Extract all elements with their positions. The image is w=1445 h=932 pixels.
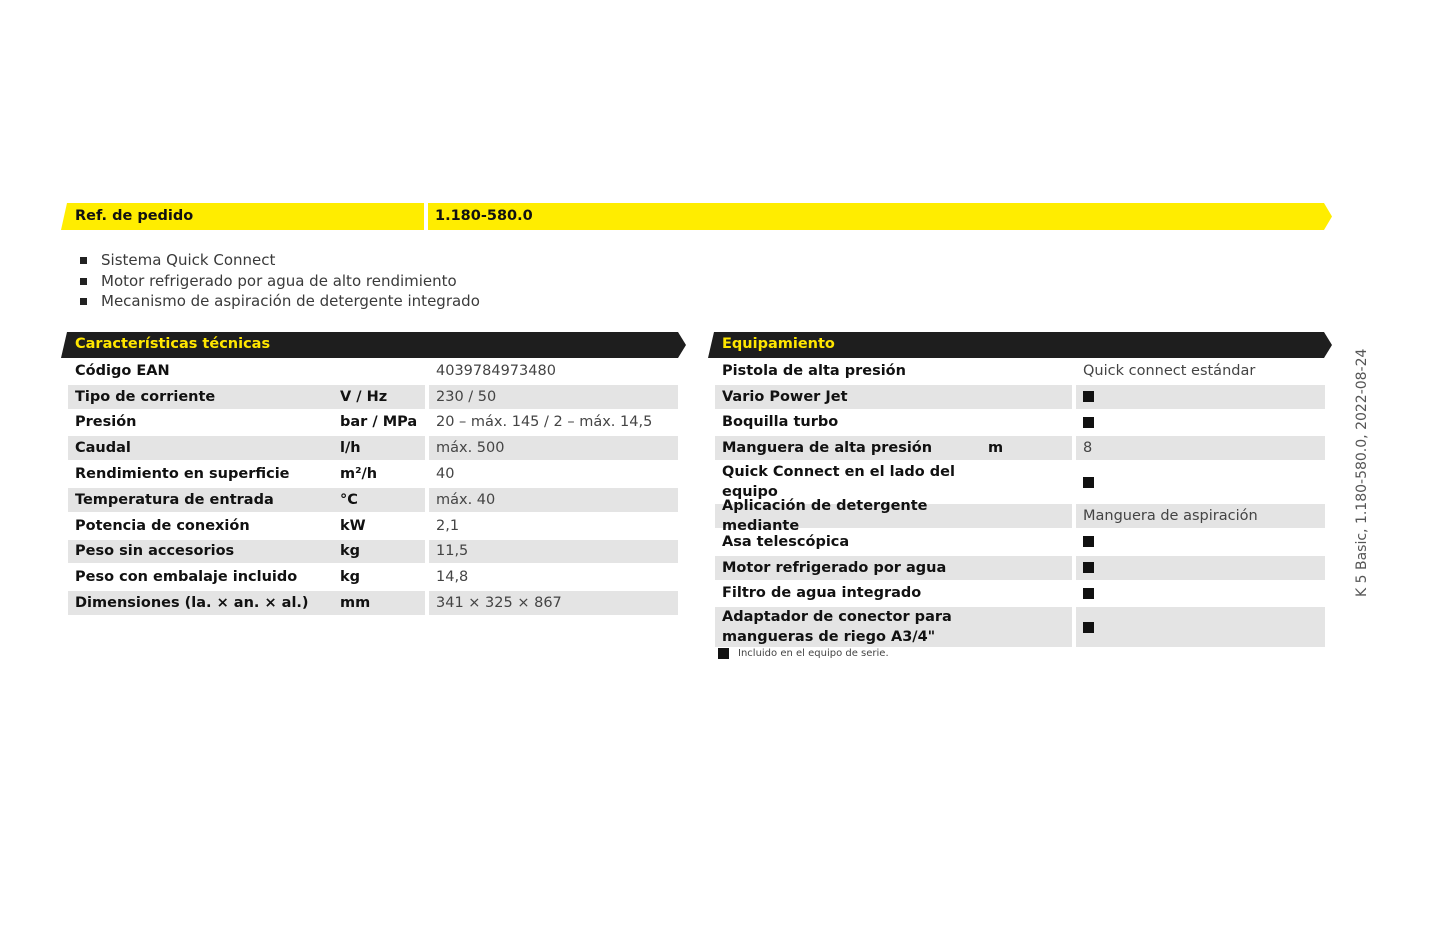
table-row [715,607,1325,647]
spec-name: Potencia de conexión [75,517,250,534]
equipment-unit [981,385,1072,409]
equipment-name: Manguera de alta presión [715,436,981,460]
spec-unit: bar / MPa [340,414,418,431]
feature-item: Motor refrigerado por agua de alto rendimiento [80,271,480,292]
spec-value: 40 [436,466,455,483]
table-row [68,565,678,589]
table-row [715,436,1325,460]
included-cell [1076,607,1325,647]
spec-name: Presión [75,414,137,431]
side-document-label: K 5 Basic, 1.180-580.0, 2022-08-24 [1354,348,1370,597]
table-row [68,359,678,383]
equipment-header [708,332,1332,358]
bullet-icon [80,298,87,305]
included-square-icon [1083,562,1094,573]
included-cell [1076,385,1325,409]
included-square-icon [1083,417,1094,428]
included-square-icon [1083,622,1094,633]
included-cell [1076,582,1325,606]
spec-name: Caudal [68,436,333,460]
equipment-unit [981,359,1072,383]
equipment-value: Manguera de aspiración [1076,504,1325,528]
equipment-name: Boquilla turbo [722,414,839,431]
spec-name: Peso sin accesorios [68,540,333,564]
order-ref-label: Ref. de pedido [75,208,194,224]
spec-unit: V / Hz [333,385,425,409]
spec-unit: l/h [333,436,425,460]
tech-specs-title: Características técnicas [75,336,271,352]
spec-unit: mm [333,591,425,615]
equipment-name: Aplicación de detergente mediante [715,504,981,528]
equipment-value: Quick connect estándar [1083,362,1256,379]
equipment-unit [981,556,1072,580]
equipment-table [715,359,1325,649]
footnote [718,648,889,659]
equipment-unit [981,504,1072,528]
included-cell [1076,530,1325,554]
footnote-text: Incluido en el equipo de serie. [738,648,889,659]
table-row [68,488,678,512]
table-row [715,582,1325,606]
spec-value: máx. 40 [429,488,678,512]
order-ref-bar [61,203,1332,230]
table-row [68,591,678,615]
table-row [68,385,678,409]
feature-item: Sistema Quick Connect [80,250,480,271]
equipment-name: Quick Connect en el lado del equipo [722,464,955,501]
included-cell [1076,411,1325,435]
spec-value: 14,8 [436,569,469,586]
spec-value: 4039784973480 [436,362,556,379]
equipment-name: Adaptador de conector para mangueras de riego A3/4" [715,607,981,647]
table-row [715,359,1325,383]
table-row [715,530,1325,554]
equipment-value: 8 [1076,436,1325,460]
spec-unit: m²/h [340,466,378,483]
included-square-icon [1083,536,1094,547]
table-row [715,385,1325,409]
spec-name: Peso con embalaje incluido [75,569,298,586]
spec-unit: kg [340,569,361,586]
feature-list [80,250,480,312]
spec-value: 341 × 325 × 867 [429,591,678,615]
equipment-unit [981,530,1072,554]
spec-unit: °C [333,488,425,512]
table-row [715,498,1325,535]
spec-value: 230 / 50 [429,385,678,409]
spec-name: Dimensiones (la. × an. × al.) [68,591,333,615]
table-row [715,556,1325,580]
equipment-name: Asa telescópica [722,533,850,550]
table-row [68,514,678,538]
tech-specs-table [68,359,678,617]
spec-unit: kg [333,540,425,564]
table-row [715,411,1325,435]
spec-value: máx. 500 [429,436,678,460]
spec-name: Tipo de corriente [68,385,333,409]
bullet-icon [80,278,87,285]
order-ref-value: 1.180-580.0 [435,208,533,224]
spec-value: 11,5 [429,540,678,564]
equipment-unit: m [981,436,1072,460]
spec-name: Código EAN [75,362,170,379]
included-square-icon [718,648,729,659]
equipment-name: Pistola de alta presión [722,362,906,379]
spec-value: 20 – máx. 145 / 2 – máx. 14,5 [436,414,653,431]
included-square-icon [1083,477,1094,488]
table-row [68,540,678,564]
table-row [68,411,678,435]
included-cell [1076,462,1325,502]
equipment-unit [981,462,1072,502]
table-row [68,462,678,486]
equipment-unit [981,411,1072,435]
bullet-icon [80,257,87,264]
table-row [68,436,678,460]
feature-item: Mecanismo de aspiración de detergente integrado [80,291,480,312]
included-cell [1076,556,1325,580]
spec-unit: kW [340,517,366,534]
spec-unit [333,359,425,383]
tech-specs-header [61,332,686,358]
equipment-name: Filtro de agua integrado [722,585,922,602]
spec-name: Temperatura de entrada [68,488,333,512]
included-square-icon [1083,391,1094,402]
equipment-name: Vario Power Jet [715,385,981,409]
equipment-title: Equipamiento [722,336,835,352]
included-square-icon [1083,588,1094,599]
spec-value: 2,1 [436,517,460,534]
spec-name: Rendimiento en superficie [75,466,290,483]
equipment-unit [981,607,1072,647]
equipment-name: Motor refrigerado por agua [715,556,981,580]
equipment-unit [981,582,1072,606]
